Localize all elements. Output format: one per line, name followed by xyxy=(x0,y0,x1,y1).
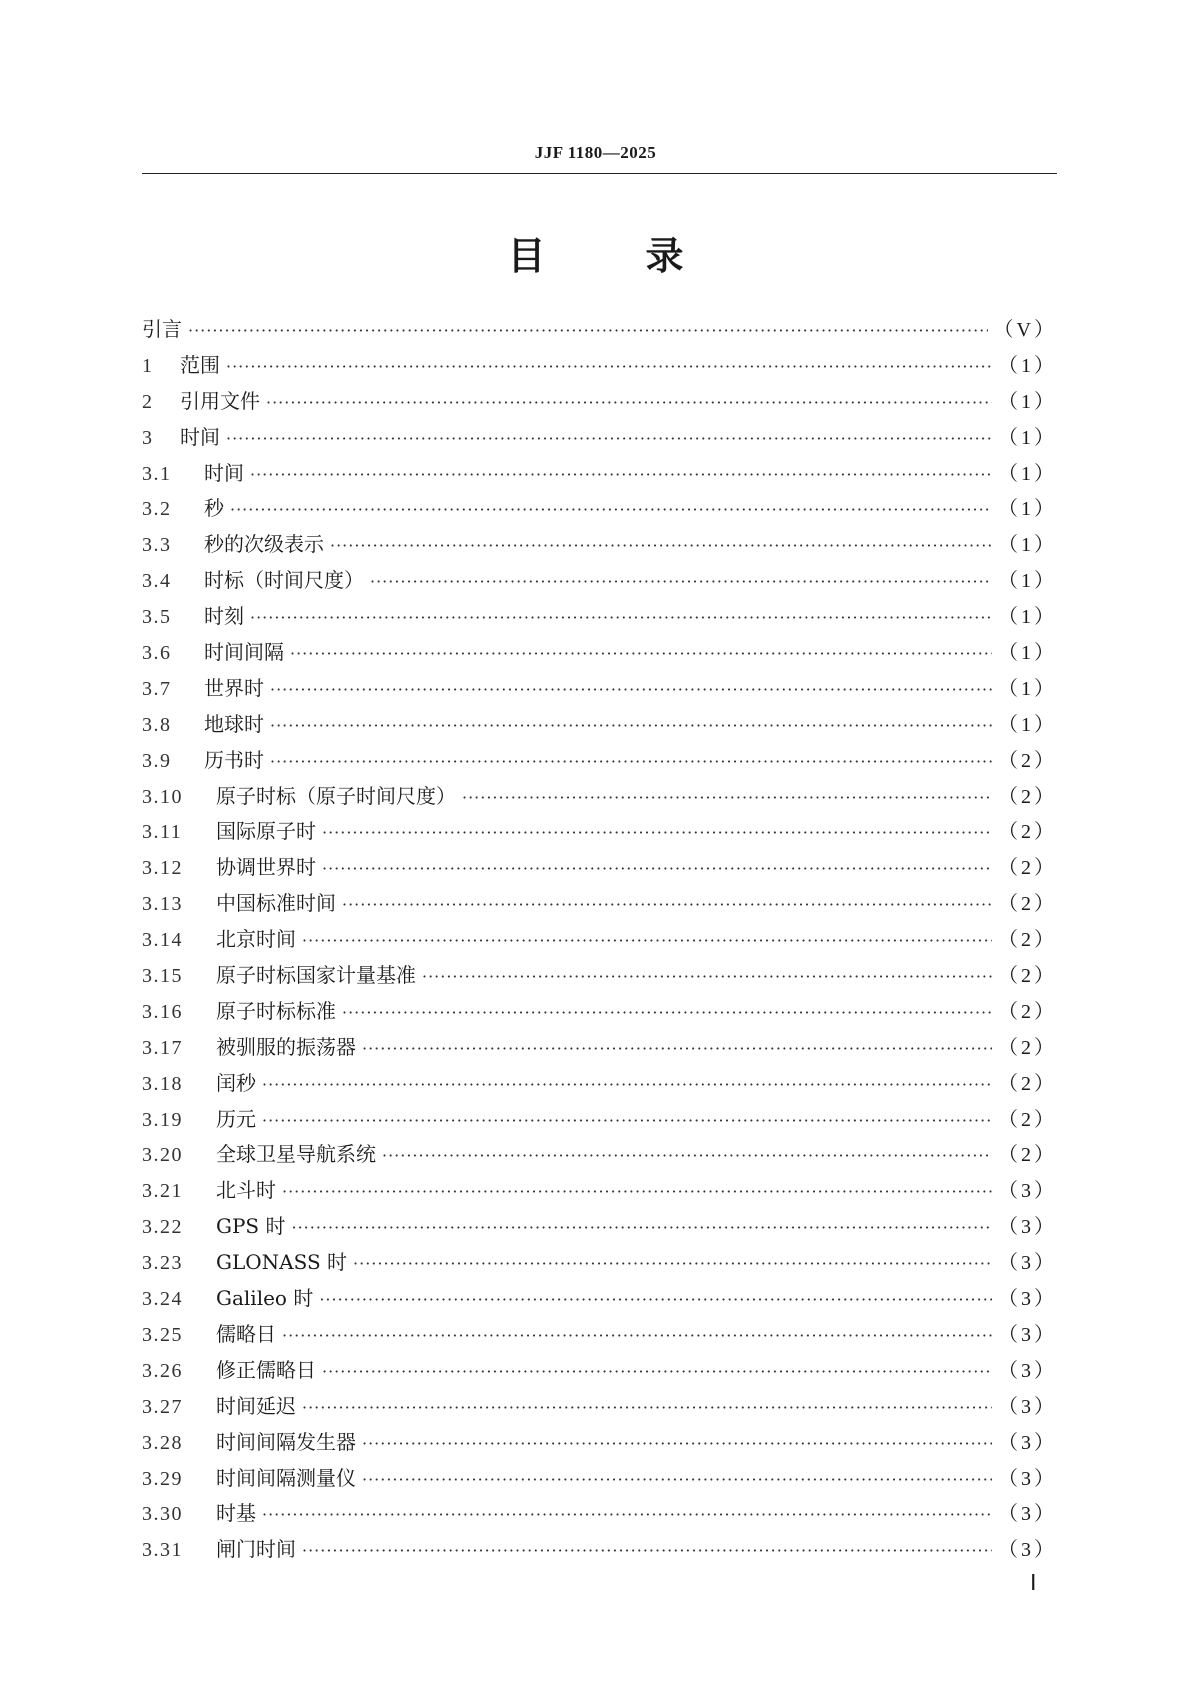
dot-leader xyxy=(322,1354,992,1390)
toc-entry[interactable] xyxy=(142,707,1057,743)
toc-entry-title: 时刻 xyxy=(204,604,244,629)
toc-entry-page: （2） xyxy=(998,821,1057,844)
dot-leader xyxy=(362,1462,992,1498)
toc-entry[interactable] xyxy=(142,958,1057,994)
toc-entry-title: 地球时 xyxy=(204,711,264,736)
toc-entry-page: （1） xyxy=(998,570,1057,593)
toc-entry-title: 时基 xyxy=(216,1501,256,1526)
page-folio: Ⅰ xyxy=(1030,1570,1037,1595)
toc-entry-title: 北斗时 xyxy=(216,1178,276,1203)
dot-leader xyxy=(302,923,992,959)
dot-leader xyxy=(322,815,992,851)
toc-entry[interactable] xyxy=(142,1389,1057,1425)
toc-entry[interactable] xyxy=(142,886,1057,922)
toc-entry-number: 3.18 xyxy=(142,1072,183,1095)
toc-entry[interactable] xyxy=(142,456,1057,492)
title-char-2: 录 xyxy=(645,234,684,278)
toc-entry-number: 3.16 xyxy=(142,1000,183,1023)
dot-leader xyxy=(282,1318,992,1354)
dot-leader xyxy=(250,457,992,493)
toc-entry-title: 时间间隔测量仪 xyxy=(216,1465,356,1490)
toc-entry-title: 闰秒 xyxy=(216,1070,256,1095)
dot-leader xyxy=(319,1282,992,1318)
toc-entry-number: 3.15 xyxy=(142,965,183,988)
dot-leader xyxy=(226,421,992,457)
toc-entry-number: 3.11 xyxy=(142,821,183,844)
dot-leader xyxy=(270,672,992,708)
toc-entry-title: 全球卫星导航系统 xyxy=(216,1142,376,1167)
toc-entry-number: 3.24 xyxy=(142,1288,183,1311)
toc-entry[interactable] xyxy=(142,1030,1057,1066)
dot-leader xyxy=(302,1533,992,1569)
toc-entry-title: 历书时 xyxy=(204,747,264,772)
toc-entry[interactable] xyxy=(142,814,1057,850)
toc-entry-page: （1） xyxy=(998,642,1057,665)
toc-entry-title: 儒略日 xyxy=(216,1321,276,1346)
toc-entry-page: （1） xyxy=(998,713,1057,736)
toc-entry-page: （3） xyxy=(998,1180,1057,1203)
toc-entry[interactable] xyxy=(142,1353,1057,1389)
dot-leader xyxy=(226,349,992,385)
toc-entry-page: （2） xyxy=(998,1036,1057,1059)
dot-leader xyxy=(322,851,992,887)
toc-entry[interactable] xyxy=(142,635,1057,671)
toc-entry-page: （3） xyxy=(998,1323,1057,1346)
toc-entry-title: 时间间隔 xyxy=(204,640,284,665)
toc-entry-page: （V） xyxy=(993,319,1057,341)
toc-entry[interactable] xyxy=(142,1173,1057,1209)
toc-entry-page: （2） xyxy=(998,1108,1057,1131)
toc-entry-number: 3 xyxy=(142,426,154,449)
toc-entry[interactable] xyxy=(142,922,1057,958)
toc-entry-page: （2） xyxy=(998,893,1057,916)
toc-entry-number: 3.19 xyxy=(142,1108,183,1131)
toc-entry-page: （2） xyxy=(998,857,1057,880)
toc-entry-title: 世界时 xyxy=(204,675,264,700)
toc-entry-title: 协调世界时 xyxy=(216,855,316,880)
toc-entry-page: （3） xyxy=(998,1539,1057,1562)
toc-entry-number: 3.29 xyxy=(142,1467,183,1490)
dot-leader xyxy=(362,1031,992,1067)
dot-leader xyxy=(290,636,992,672)
toc-entry-page: （2） xyxy=(998,929,1057,952)
toc-entry-title: 中国标准时间 xyxy=(216,891,336,916)
toc-entry-page: （1） xyxy=(998,498,1057,521)
toc-entry-number: 3.21 xyxy=(142,1180,183,1203)
toc-entry[interactable] xyxy=(142,1137,1057,1173)
toc-entry-number: 3.20 xyxy=(142,1144,183,1167)
toc-entry-page: （1） xyxy=(998,462,1057,485)
toc-entry[interactable] xyxy=(142,527,1057,563)
dot-leader xyxy=(292,1210,993,1246)
toc-entry-page: （3） xyxy=(998,1252,1057,1275)
toc-entry[interactable] xyxy=(142,1102,1057,1138)
toc-entry[interactable] xyxy=(142,1209,1057,1245)
dot-leader xyxy=(330,528,992,564)
toc-entry-title: 引用文件 xyxy=(180,388,260,413)
toc-entry[interactable] xyxy=(142,1066,1057,1102)
dot-leader xyxy=(282,1174,992,1210)
toc-entry-number: 3.8 xyxy=(142,713,172,736)
toc-entry[interactable] xyxy=(142,384,1057,420)
page-title xyxy=(0,225,1191,280)
dot-leader xyxy=(302,1390,992,1426)
toc-entry-number: 3.2 xyxy=(142,498,172,521)
toc-entry-number: 3.31 xyxy=(142,1539,183,1562)
toc-entry-page: （3） xyxy=(998,1431,1057,1454)
toc-entry-number: 3.7 xyxy=(142,677,172,700)
dot-leader xyxy=(342,995,992,1031)
toc-entry-title: 原子时标标准 xyxy=(216,998,336,1023)
toc-entry-page: （1） xyxy=(998,677,1057,700)
title-char-1: 目 xyxy=(507,234,546,278)
toc-entry-title: 原子时标国家计量基准 xyxy=(216,963,416,988)
toc-entry-number: 3.4 xyxy=(142,570,172,593)
toc-entry[interactable] xyxy=(142,1461,1057,1497)
toc-entry[interactable] xyxy=(142,563,1057,599)
toc-entry-title: 秒的次级表示 xyxy=(204,532,324,557)
toc-entry-number: 2 xyxy=(142,390,154,413)
toc-entry-number: 3.1 xyxy=(142,462,172,485)
toc-entry-number: 3.22 xyxy=(142,1216,183,1239)
dot-leader xyxy=(270,744,992,780)
toc-entry-title: 时间 xyxy=(180,424,220,449)
toc-entry[interactable] xyxy=(142,779,1057,815)
dot-leader xyxy=(382,1138,992,1174)
toc-entry-number: 3.14 xyxy=(142,929,183,952)
dot-leader xyxy=(362,1426,992,1462)
toc-entry-number: 3.28 xyxy=(142,1431,183,1454)
toc-entry-page: （2） xyxy=(998,1144,1057,1167)
dot-leader xyxy=(262,1103,992,1139)
toc-entry[interactable] xyxy=(142,1496,1057,1532)
toc-entry-number: 3.6 xyxy=(142,642,172,665)
toc-entry-page: （3） xyxy=(998,1503,1057,1526)
toc-entry[interactable] xyxy=(142,1281,1057,1317)
toc-entry-title: 时标（时间尺度） xyxy=(204,568,364,593)
toc-entry-number: 3.3 xyxy=(142,534,172,557)
toc-entry[interactable] xyxy=(142,743,1057,779)
toc-entry-title: GPS 时 xyxy=(216,1214,286,1239)
toc-entry-title: 修正儒略日 xyxy=(216,1357,316,1382)
toc-entry-title: 时间延迟 xyxy=(216,1393,296,1418)
toc-entry-title: GLONASS 时 xyxy=(216,1250,348,1275)
header-rule xyxy=(142,173,1057,174)
toc-entry[interactable] xyxy=(142,850,1057,886)
toc-entry-page: （1） xyxy=(998,606,1057,629)
toc-entry-page: （3） xyxy=(998,1467,1057,1490)
toc-entry[interactable] xyxy=(142,599,1057,635)
toc-entry[interactable] xyxy=(142,1425,1057,1461)
toc-entry-title: 被驯服的振荡器 xyxy=(216,1034,356,1059)
dot-leader xyxy=(370,564,992,600)
toc-entry-title: 历元 xyxy=(216,1106,256,1131)
toc-entry-title: 引言 xyxy=(142,317,182,341)
toc-entry-title: 时间间隔发生器 xyxy=(216,1429,356,1454)
toc-entry[interactable] xyxy=(142,1317,1057,1353)
dot-leader xyxy=(270,708,992,744)
toc-entry-title: Galileo 时 xyxy=(216,1286,314,1311)
toc-entry-number: 3.17 xyxy=(142,1036,183,1059)
toc-entry[interactable] xyxy=(142,1245,1057,1281)
toc-entry[interactable] xyxy=(142,312,1057,348)
toc-entry-title: 闸门时间 xyxy=(216,1537,296,1562)
dot-leader xyxy=(422,959,992,995)
toc-entry-page: （1） xyxy=(998,354,1057,377)
toc-entry-number: 3.12 xyxy=(142,857,183,880)
toc-entry-page: （3） xyxy=(998,1395,1057,1418)
dot-leader xyxy=(230,492,992,528)
toc-entry-number: 3.25 xyxy=(142,1323,183,1346)
toc-entry-title: 北京时间 xyxy=(216,927,296,952)
toc-entry[interactable] xyxy=(142,420,1057,456)
dot-leader xyxy=(266,385,992,421)
dot-leader xyxy=(462,780,992,816)
toc-entry-title: 范围 xyxy=(180,352,220,377)
toc-entry[interactable] xyxy=(142,491,1057,527)
toc-entry-page: （3） xyxy=(998,1359,1057,1382)
toc-entry-page: （2） xyxy=(998,785,1057,808)
dot-leader xyxy=(353,1246,992,1282)
standard-code-header: JJF 1180—2025 xyxy=(534,143,657,162)
dot-leader xyxy=(262,1067,992,1103)
toc-entry-title: 时间 xyxy=(204,460,244,485)
toc-entry-number: 3.5 xyxy=(142,606,172,629)
dot-leader xyxy=(342,887,992,923)
toc-entry-page: （2） xyxy=(998,749,1057,772)
toc-entry-number: 3.13 xyxy=(142,893,183,916)
toc-entry-number: 3.10 xyxy=(142,785,183,808)
dot-leader xyxy=(262,1497,992,1533)
toc-entry-page: （3） xyxy=(998,1216,1057,1239)
toc-entry-number: 1 xyxy=(142,354,154,377)
toc-entry-title: 国际原子时 xyxy=(216,819,316,844)
toc-entry[interactable] xyxy=(142,1532,1057,1568)
toc-entry-page: （2） xyxy=(998,1072,1057,1095)
toc-entry-page: （1） xyxy=(998,426,1057,449)
toc-entry-number: 3.9 xyxy=(142,749,172,772)
toc-entry-number: 3.26 xyxy=(142,1359,183,1382)
toc-entry-page: （2） xyxy=(998,965,1057,988)
toc-entry-page: （1） xyxy=(998,390,1057,413)
toc-entry-page: （1） xyxy=(998,534,1057,557)
toc-entry-number: 3.23 xyxy=(142,1252,183,1275)
toc-entry[interactable] xyxy=(142,671,1057,707)
toc-entry[interactable] xyxy=(142,994,1057,1030)
dot-leader xyxy=(188,313,988,349)
toc-entry-title: 秒 xyxy=(204,496,224,521)
table-of-contents xyxy=(142,312,1057,1568)
dot-leader xyxy=(250,600,992,636)
toc-entry[interactable] xyxy=(142,348,1057,384)
toc-entry-number: 3.27 xyxy=(142,1395,183,1418)
toc-entry-page: （2） xyxy=(998,1000,1057,1023)
toc-entry-page: （3） xyxy=(998,1288,1057,1311)
toc-entry-title: 原子时标（原子时间尺度） xyxy=(216,783,456,808)
toc-entry-number: 3.30 xyxy=(142,1503,183,1526)
